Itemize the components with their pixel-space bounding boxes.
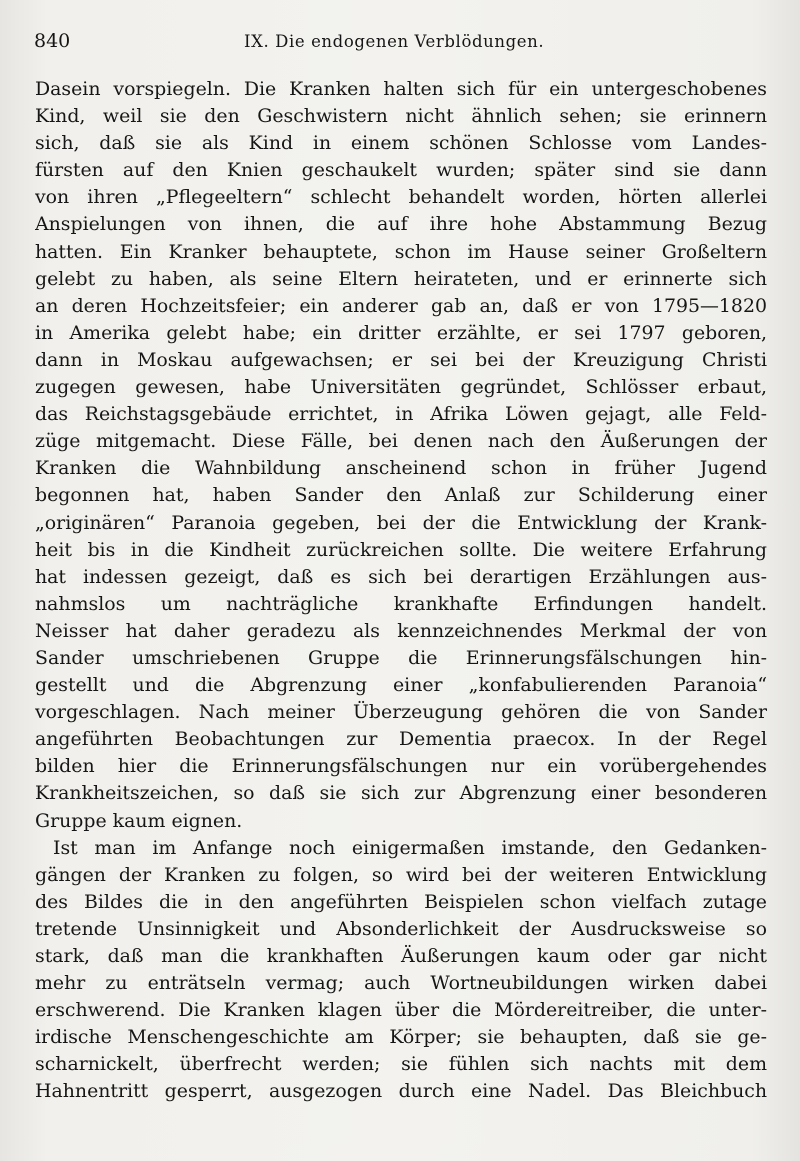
text-line: Neisser hat daher geradezu als kennzeichnendes Merkmal der von bbox=[35, 619, 767, 642]
text-line: angeführten Beobachtungen zur Dementia praecox. In der Regel bbox=[35, 728, 767, 751]
text-line: Kranken die Wahnbildung anscheinend schon in früher Jugend bbox=[35, 457, 767, 480]
text-line: Anspielungen von ihnen, die auf ihre hohe Abstammung Bezug bbox=[35, 213, 767, 236]
text-line: heit bis in die Kindheit zurückreichen sollte. Die weitere Erfahrung bbox=[35, 538, 767, 561]
text-line: Ist man im Anfange noch einigermaßen imstande, den Gedanken- bbox=[53, 836, 767, 859]
text-line: sich, daß sie als Kind in einem schönen Schlosse vom Landes- bbox=[35, 132, 767, 155]
text-line: in Amerika gelebt habe; ein dritter erzählte, er sei 1797 geboren, bbox=[35, 321, 767, 344]
text-line: stark, daß man die krankhaften Äußerungen kaum oder gar nicht bbox=[35, 945, 767, 967]
text-line: zugegen gewesen, habe Universitäten gegründet, Schlösser erbaut, bbox=[35, 376, 767, 399]
text-line: Krankheitszeichen, so daß sie sich zur Abgrenzung einer besonderen bbox=[35, 782, 767, 805]
text-line: gängen der Kranken zu folgen, so wird bei der weiteren Entwicklung bbox=[35, 863, 767, 886]
text-line: vorgeschlagen. Nach meiner Überzeugung gehören die von Sander bbox=[35, 701, 767, 724]
text-line: von ihren „Pflegeeltern“ schlecht behandelt worden, hörten allerlei bbox=[35, 186, 767, 209]
text-line: Dasein vorspiegeln. Die Kranken halten sich für ein untergeschobenes bbox=[35, 78, 767, 100]
body-text bbox=[35, 76, 767, 1106]
text-line: des Bildes die in den angeführten Beispielen schon vielfach zutage bbox=[35, 890, 767, 913]
text-line: Hahnentritt gesperrt, ausgezogen durch eine Nadel. Das Bleichbuch bbox=[35, 1080, 767, 1103]
text-line: Sander umschriebenen Gruppe die Erinnerungsfälschungen hin- bbox=[35, 646, 767, 669]
text-line: dann in Moskau aufgewachsen; er sei bei der Kreuzigung Christi bbox=[35, 348, 767, 371]
text-line: hatten. Ein Kranker behauptete, schon im Hause seiner Großeltern bbox=[35, 240, 767, 263]
text-line: Gruppe kaum eignen. bbox=[35, 809, 243, 832]
text-line: hat indessen gezeigt, daß es sich bei derartigen Erzählungen aus- bbox=[35, 565, 767, 588]
text-line: Kind, weil sie den Geschwistern nicht ähnlich sehen; sie erinnern bbox=[35, 105, 767, 128]
text-line: gelebt zu haben, als seine Eltern heirateten, und er erinnerte sich bbox=[35, 267, 767, 290]
text-line: begonnen hat, haben Sander den Anlaß zur Schilderung einer bbox=[35, 484, 767, 507]
text-line: gestellt und die Abgrenzung einer „konfabulierenden Paranoia“ bbox=[35, 674, 767, 697]
text-line: fürsten auf den Knien geschaukelt wurden; später sind sie dann bbox=[35, 159, 767, 182]
text-line: scharnickelt, überfrecht werden; sie fühlen sich nachts mit dem bbox=[35, 1053, 767, 1076]
text-line: erschwerend. Die Kranken klagen über die Mördereitreiber, die unter- bbox=[35, 999, 767, 1022]
text-line: nahmslos um nachträgliche krankhafte Erfindungen handelt. bbox=[35, 592, 767, 615]
text-line: das Reichstagsgebäude errichtet, in Afrika Löwen gejagt, alle Feld- bbox=[35, 403, 767, 426]
text-line: tretende Unsinnigkeit und Absonderlichkeit der Ausdrucksweise so bbox=[35, 917, 767, 940]
text-line: mehr zu enträtseln vermag; auch Wortneubildungen wirken dabei bbox=[35, 972, 767, 995]
text-line: „originären“ Paranoia gegeben, bei der die Entwicklung der Krank- bbox=[35, 511, 767, 534]
text-line: züge mitgemacht. Diese Fälle, bei denen nach den Äußerungen der bbox=[35, 430, 767, 453]
running-head: IX. Die endogenen Verblödungen. bbox=[244, 32, 545, 51]
text-line: irdische Menschengeschichte am Körper; sie behaupten, daß sie ge- bbox=[35, 1026, 767, 1049]
page-header bbox=[34, 30, 766, 58]
text-line: an deren Hochzeitsfeier; ein anderer gab an, daß er von 1795—1820 bbox=[35, 294, 767, 317]
page-number: 840 bbox=[34, 30, 71, 52]
text-line: bilden hier die Erinnerungsfälschungen nur ein vorübergehendes bbox=[35, 755, 767, 778]
